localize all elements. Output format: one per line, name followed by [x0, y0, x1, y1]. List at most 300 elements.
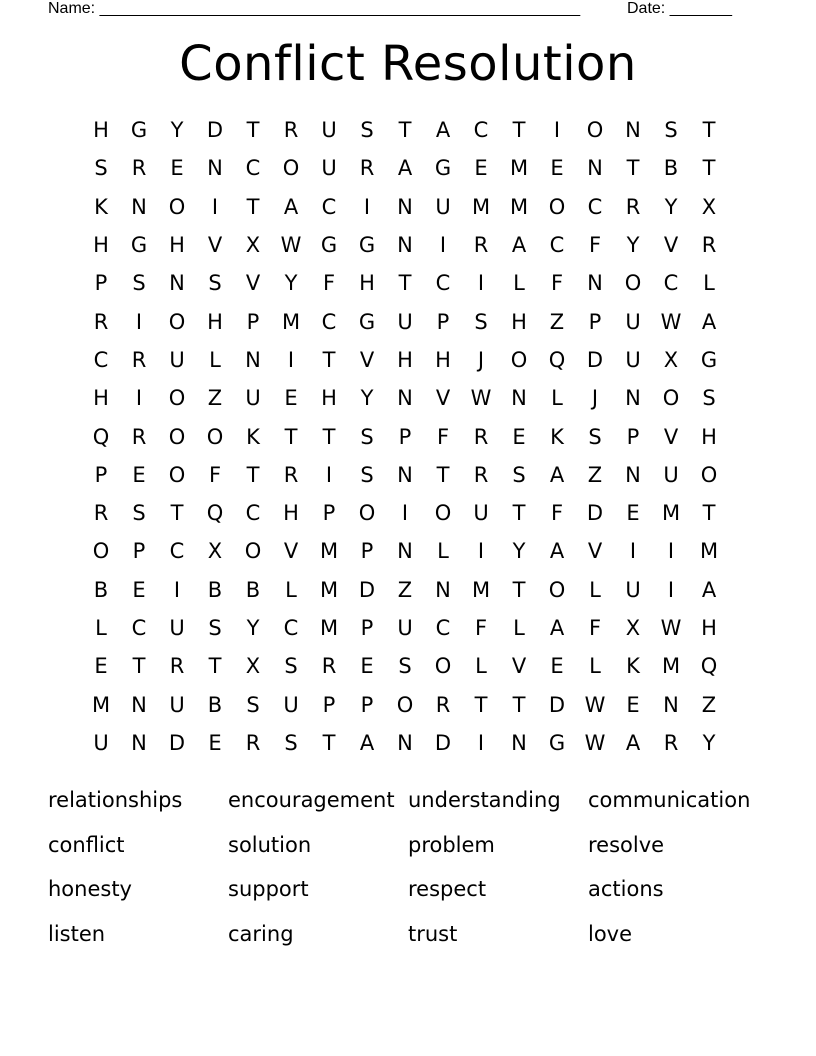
grid-letter[interactable]: C: [549, 233, 565, 258]
grid-letter[interactable]: L: [437, 539, 449, 564]
grid-letter[interactable]: L: [589, 654, 601, 679]
grid-letter[interactable]: C: [321, 309, 337, 334]
grid-letter[interactable]: M: [471, 577, 491, 602]
grid-row: [82, 724, 728, 762]
grid-letter[interactable]: S: [246, 692, 260, 717]
grid-letter[interactable]: Q: [548, 347, 566, 372]
grid-letter[interactable]: R: [283, 118, 299, 143]
grid-letter[interactable]: A: [283, 194, 299, 219]
grid-letter[interactable]: B: [207, 692, 223, 717]
grid-letter[interactable]: J: [477, 347, 485, 372]
grid-letter[interactable]: R: [625, 194, 641, 219]
grid-letter[interactable]: U: [625, 577, 641, 602]
word-bank-item: honesty: [48, 877, 132, 902]
grid-letter[interactable]: U: [473, 501, 489, 526]
grid-letter[interactable]: H: [169, 233, 185, 258]
grid-letter[interactable]: E: [626, 692, 640, 717]
grid-letter[interactable]: K: [626, 654, 640, 679]
grid-letter[interactable]: D: [168, 730, 186, 755]
grid-letter[interactable]: D: [586, 501, 604, 526]
grid-letter[interactable]: H: [321, 386, 337, 411]
grid-letter[interactable]: B: [663, 156, 679, 181]
grid-letter[interactable]: T: [474, 692, 488, 717]
grid-letter[interactable]: G: [548, 730, 566, 755]
grid-letter[interactable]: G: [358, 309, 376, 334]
grid-letter[interactable]: I: [667, 577, 675, 602]
grid-letter[interactable]: I: [135, 386, 143, 411]
grid-letter[interactable]: W: [280, 233, 302, 258]
grid-letter[interactable]: R: [131, 424, 147, 449]
grid-letter[interactable]: I: [363, 194, 371, 219]
grid-letter[interactable]: T: [170, 501, 184, 526]
grid-letter[interactable]: P: [626, 424, 640, 449]
word-bank-item: encouragement: [228, 788, 395, 813]
grid-letter[interactable]: T: [132, 654, 146, 679]
grid-letter[interactable]: M: [661, 501, 681, 526]
grid-letter[interactable]: V: [245, 271, 261, 296]
grid-letter[interactable]: H: [359, 271, 375, 296]
grid-letter[interactable]: P: [322, 501, 336, 526]
grid-letter[interactable]: N: [397, 730, 413, 755]
grid-letter[interactable]: T: [702, 156, 716, 181]
grid-letter[interactable]: M: [281, 309, 301, 334]
grid-letter[interactable]: R: [93, 309, 109, 334]
grid-letter[interactable]: I: [135, 309, 143, 334]
grid-letter[interactable]: Y: [360, 386, 374, 411]
grid-letter[interactable]: C: [131, 616, 147, 640]
grid-letter[interactable]: T: [512, 577, 526, 602]
grid-letter[interactable]: T: [246, 118, 260, 143]
grid-letter[interactable]: V: [663, 424, 679, 449]
grid-letter[interactable]: D: [548, 692, 566, 717]
grid-letter[interactable]: N: [397, 539, 413, 564]
grid-letter[interactable]: H: [435, 347, 451, 372]
grid-letter[interactable]: P: [132, 539, 146, 564]
grid-letter[interactable]: D: [586, 347, 604, 372]
grid-letter[interactable]: X: [625, 616, 641, 640]
grid-letter[interactable]: E: [512, 424, 526, 449]
grid-letter[interactable]: V: [359, 347, 375, 372]
grid-letter[interactable]: F: [322, 271, 336, 296]
grid-letter[interactable]: H: [397, 347, 413, 372]
grid-letter[interactable]: M: [319, 616, 339, 640]
grid-letter[interactable]: S: [360, 424, 374, 449]
grid-letter[interactable]: C: [321, 194, 337, 219]
grid-letter[interactable]: N: [511, 386, 527, 411]
grid-letter[interactable]: C: [245, 156, 261, 181]
grid-letter[interactable]: O: [434, 654, 452, 679]
grid-letter[interactable]: Q: [92, 424, 110, 449]
grid-letter[interactable]: M: [319, 539, 339, 564]
grid-letter[interactable]: E: [550, 654, 564, 679]
grid-letter[interactable]: H: [701, 424, 717, 449]
grid-letter[interactable]: O: [168, 309, 186, 334]
grid-letter[interactable]: M: [471, 194, 491, 219]
grid-letter[interactable]: O: [168, 386, 186, 411]
grid-letter[interactable]: P: [246, 309, 260, 334]
grid-letter[interactable]: Y: [626, 233, 640, 258]
grid-letter[interactable]: L: [703, 271, 715, 296]
grid-letter[interactable]: S: [284, 654, 298, 679]
grid-letter[interactable]: A: [435, 118, 451, 143]
grid-letter[interactable]: E: [132, 462, 146, 487]
grid-letter[interactable]: R: [473, 424, 489, 449]
grid-letter[interactable]: T: [398, 271, 412, 296]
grid-letter[interactable]: K: [550, 424, 564, 449]
grid-letter[interactable]: E: [360, 654, 374, 679]
grid-letter[interactable]: T: [512, 501, 526, 526]
grid-letter[interactable]: O: [168, 424, 186, 449]
grid-letter[interactable]: R: [93, 501, 109, 526]
grid-letter[interactable]: T: [512, 692, 526, 717]
grid-letter[interactable]: C: [245, 501, 261, 526]
grid-letter[interactable]: Z: [549, 309, 565, 334]
grid-letter[interactable]: U: [321, 156, 337, 181]
grid-letter[interactable]: T: [322, 347, 336, 372]
grid-letter[interactable]: P: [436, 309, 450, 334]
grid-letter[interactable]: C: [169, 539, 185, 564]
grid-letter[interactable]: O: [206, 424, 224, 449]
grid-letter[interactable]: T: [702, 118, 716, 143]
grid-letter[interactable]: Q: [700, 654, 718, 679]
grid-letter[interactable]: P: [398, 424, 412, 449]
grid-letter[interactable]: T: [246, 462, 260, 487]
grid-letter[interactable]: E: [208, 730, 222, 755]
grid-letter[interactable]: S: [208, 271, 222, 296]
name-field-label[interactable]: Name: ______________________________________________________: [48, 0, 581, 17]
grid-letter[interactable]: Z: [587, 462, 603, 487]
grid-letter[interactable]: K: [94, 194, 108, 219]
grid-letter[interactable]: U: [397, 309, 413, 334]
grid-letter[interactable]: I: [173, 577, 181, 602]
grid-row: [82, 456, 728, 494]
grid-letter[interactable]: O: [434, 501, 452, 526]
grid-letter[interactable]: O: [548, 194, 566, 219]
grid-letter[interactable]: S: [474, 309, 488, 334]
grid-letter[interactable]: I: [211, 194, 219, 219]
grid-letter[interactable]: F: [474, 616, 488, 640]
grid-letter[interactable]: U: [321, 118, 337, 143]
date-field-label[interactable]: Date: _______: [627, 0, 732, 17]
grid-letter[interactable]: V: [207, 233, 223, 258]
grid-letter[interactable]: H: [283, 501, 299, 526]
grid-letter[interactable]: N: [131, 730, 147, 755]
grid-letter[interactable]: R: [663, 730, 679, 755]
grid-letter[interactable]: M: [509, 156, 529, 181]
grid-letter[interactable]: G: [130, 233, 148, 258]
grid-letter[interactable]: P: [360, 539, 374, 564]
grid-letter[interactable]: I: [553, 118, 561, 143]
grid-letter[interactable]: Q: [206, 501, 224, 526]
grid-letter[interactable]: R: [131, 156, 147, 181]
grid-letter[interactable]: T: [208, 654, 222, 679]
grid-letter[interactable]: E: [94, 654, 108, 679]
grid-letter[interactable]: S: [360, 118, 374, 143]
grid-letter[interactable]: H: [93, 386, 109, 411]
grid-letter[interactable]: A: [549, 462, 565, 487]
grid-letter[interactable]: U: [169, 692, 185, 717]
grid-letter[interactable]: G: [434, 156, 452, 181]
grid-letter[interactable]: N: [397, 462, 413, 487]
grid-letter[interactable]: A: [549, 539, 565, 564]
grid-letter[interactable]: I: [477, 271, 485, 296]
grid-letter[interactable]: N: [397, 386, 413, 411]
grid-letter[interactable]: N: [131, 692, 147, 717]
grid-letter[interactable]: I: [325, 462, 333, 487]
grid-letter[interactable]: W: [584, 692, 606, 717]
grid-letter[interactable]: O: [168, 462, 186, 487]
grid-letter[interactable]: E: [284, 386, 298, 411]
grid-letter[interactable]: P: [94, 271, 108, 296]
grid-letter[interactable]: T: [512, 118, 526, 143]
grid-letter[interactable]: V: [435, 386, 451, 411]
grid-letter[interactable]: V: [587, 539, 603, 564]
grid-letter[interactable]: R: [359, 156, 375, 181]
grid-letter[interactable]: T: [702, 501, 716, 526]
grid-letter[interactable]: I: [477, 730, 485, 755]
grid-letter[interactable]: L: [209, 347, 221, 372]
grid-letter[interactable]: S: [664, 118, 678, 143]
grid-letter[interactable]: Y: [664, 194, 678, 219]
grid-letter[interactable]: T: [626, 156, 640, 181]
grid-letter[interactable]: H: [511, 309, 527, 334]
grid-letter[interactable]: P: [94, 462, 108, 487]
grid-letter[interactable]: S: [702, 386, 716, 411]
grid-letter[interactable]: T: [322, 424, 336, 449]
grid-letter[interactable]: I: [667, 539, 675, 564]
grid-letter[interactable]: A: [359, 730, 375, 755]
grid-letter[interactable]: Y: [170, 118, 184, 143]
grid-letter[interactable]: S: [132, 271, 146, 296]
grid-letter[interactable]: S: [588, 424, 602, 449]
grid-letter[interactable]: O: [510, 347, 528, 372]
grid-letter[interactable]: V: [511, 654, 527, 679]
grid-letter[interactable]: U: [625, 347, 641, 372]
grid-letter[interactable]: N: [625, 386, 641, 411]
grid-letter[interactable]: G: [700, 347, 718, 372]
grid-letter[interactable]: N: [207, 156, 223, 181]
grid-letter[interactable]: I: [629, 539, 637, 564]
grid-letter[interactable]: X: [663, 347, 679, 372]
grid-letter[interactable]: A: [701, 309, 717, 334]
grid-letter[interactable]: O: [700, 462, 718, 487]
grid-letter[interactable]: U: [283, 692, 299, 717]
grid-letter[interactable]: A: [511, 233, 527, 258]
grid-letter[interactable]: Y: [702, 730, 716, 755]
grid-letter[interactable]: C: [93, 347, 109, 372]
grid-row: [82, 111, 728, 149]
grid-letter[interactable]: U: [397, 616, 413, 640]
grid-letter[interactable]: L: [551, 386, 563, 411]
grid-letter[interactable]: A: [549, 616, 565, 640]
grid-row: [82, 609, 728, 647]
grid-letter[interactable]: T: [436, 462, 450, 487]
grid-letter[interactable]: U: [169, 347, 185, 372]
word-bank-item: love: [588, 921, 633, 946]
grid-letter[interactable]: D: [358, 577, 376, 602]
grid-letter[interactable]: C: [435, 271, 451, 296]
grid-letter[interactable]: D: [434, 730, 452, 755]
grid-letter[interactable]: I: [287, 347, 295, 372]
grid-letter[interactable]: S: [132, 501, 146, 526]
grid-letter[interactable]: S: [512, 462, 526, 487]
grid-letter[interactable]: F: [588, 233, 602, 258]
grid-letter[interactable]: E: [550, 156, 564, 181]
grid-row: [82, 264, 728, 302]
grid-letter[interactable]: X: [207, 539, 223, 564]
grid-letter[interactable]: N: [587, 271, 603, 296]
grid-letter[interactable]: E: [132, 577, 146, 602]
grid-letter[interactable]: I: [477, 539, 485, 564]
grid-letter[interactable]: N: [587, 156, 603, 181]
grid-letter[interactable]: R: [473, 233, 489, 258]
grid-letter[interactable]: S: [398, 654, 412, 679]
grid-letter[interactable]: O: [548, 577, 566, 602]
grid-letter[interactable]: M: [91, 692, 111, 717]
grid-letter[interactable]: R: [435, 692, 451, 717]
grid-letter[interactable]: O: [662, 386, 680, 411]
grid-letter[interactable]: N: [511, 730, 527, 755]
grid-letter[interactable]: G: [358, 233, 376, 258]
grid-letter[interactable]: W: [584, 730, 606, 755]
grid-letter[interactable]: H: [701, 616, 717, 640]
grid-letter[interactable]: S: [360, 462, 374, 487]
grid-letter[interactable]: J: [591, 386, 599, 411]
grid-letter[interactable]: R: [321, 654, 337, 679]
grid-letter[interactable]: Y: [246, 616, 260, 640]
grid-letter[interactable]: A: [701, 577, 717, 602]
grid-letter[interactable]: O: [244, 539, 262, 564]
grid-letter[interactable]: S: [208, 616, 222, 640]
grid-letter[interactable]: I: [439, 233, 447, 258]
grid-letter[interactable]: N: [131, 194, 147, 219]
grid-letter[interactable]: R: [169, 654, 185, 679]
grid-letter[interactable]: O: [92, 539, 110, 564]
grid-letter[interactable]: V: [283, 539, 299, 564]
grid-letter[interactable]: S: [94, 156, 108, 181]
grid-letter[interactable]: U: [169, 616, 185, 640]
grid-letter[interactable]: T: [322, 730, 336, 755]
grid-letter[interactable]: B: [207, 577, 223, 602]
grid-letter[interactable]: X: [701, 194, 717, 219]
grid-letter[interactable]: F: [550, 271, 564, 296]
grid-letter[interactable]: E: [474, 156, 488, 181]
grid-letter[interactable]: N: [625, 462, 641, 487]
grid-letter[interactable]: B: [93, 577, 109, 602]
grid-letter[interactable]: T: [284, 424, 298, 449]
grid-letter[interactable]: O: [168, 194, 186, 219]
grid-letter[interactable]: C: [435, 616, 451, 640]
grid-letter[interactable]: O: [282, 156, 300, 181]
grid-letter[interactable]: Y: [284, 271, 298, 296]
grid-letter[interactable]: N: [625, 118, 641, 143]
grid-letter[interactable]: N: [169, 271, 185, 296]
grid-letter[interactable]: Z: [207, 386, 223, 411]
grid-letter[interactable]: W: [660, 309, 682, 334]
grid-letter[interactable]: L: [475, 654, 487, 679]
grid-letter[interactable]: M: [319, 577, 339, 602]
grid-letter[interactable]: X: [245, 654, 261, 679]
grid-letter[interactable]: M: [699, 539, 719, 564]
grid-letter[interactable]: O: [586, 118, 604, 143]
grid-letter[interactable]: R: [131, 347, 147, 372]
grid-letter[interactable]: O: [624, 271, 642, 296]
grid-letter[interactable]: X: [245, 233, 261, 258]
grid-letter[interactable]: T: [246, 194, 260, 219]
grid-letter[interactable]: P: [322, 692, 336, 717]
grid-letter[interactable]: L: [95, 616, 107, 640]
grid-letter[interactable]: W: [660, 616, 682, 640]
grid-letter[interactable]: L: [513, 271, 525, 296]
grid-letter[interactable]: D: [206, 118, 224, 143]
word-bank-row: [48, 867, 768, 912]
grid-letter[interactable]: C: [283, 616, 299, 640]
grid-letter[interactable]: Y: [512, 539, 526, 564]
grid-letter[interactable]: R: [473, 462, 489, 487]
grid-letter[interactable]: N: [435, 577, 451, 602]
grid-letter[interactable]: R: [701, 233, 717, 258]
grid-letter[interactable]: H: [93, 118, 109, 143]
grid-letter[interactable]: K: [246, 424, 260, 449]
grid-letter[interactable]: P: [360, 616, 374, 640]
grid-letter[interactable]: C: [587, 194, 603, 219]
grid-letter[interactable]: A: [625, 730, 641, 755]
grid-letter[interactable]: A: [397, 156, 413, 181]
grid-letter[interactable]: R: [245, 730, 261, 755]
grid-letter[interactable]: Z: [701, 692, 717, 717]
grid-letter[interactable]: P: [360, 692, 374, 717]
grid-letter[interactable]: N: [663, 692, 679, 717]
grid-letter[interactable]: F: [550, 501, 564, 526]
grid-letter[interactable]: U: [663, 462, 679, 487]
grid-letter[interactable]: Z: [397, 577, 413, 602]
grid-letter[interactable]: S: [284, 730, 298, 755]
grid-letter[interactable]: C: [663, 271, 679, 296]
grid-letter[interactable]: R: [283, 462, 299, 487]
grid-letter[interactable]: P: [588, 309, 602, 334]
grid-letter[interactable]: N: [397, 233, 413, 258]
grid-letter[interactable]: U: [435, 194, 451, 219]
grid-letter[interactable]: H: [207, 309, 223, 334]
grid-letter[interactable]: O: [396, 692, 414, 717]
grid-letter[interactable]: L: [285, 577, 297, 602]
grid-letter[interactable]: F: [436, 424, 450, 449]
grid-letter[interactable]: I: [401, 501, 409, 526]
grid-letter[interactable]: C: [473, 118, 489, 143]
grid-letter[interactable]: L: [589, 577, 601, 602]
grid-letter[interactable]: T: [398, 118, 412, 143]
grid-letter[interactable]: U: [625, 309, 641, 334]
grid-letter[interactable]: M: [509, 194, 529, 219]
grid-letter[interactable]: G: [130, 118, 148, 143]
grid-letter[interactable]: N: [397, 194, 413, 219]
grid-letter[interactable]: M: [661, 654, 681, 679]
grid-letter[interactable]: U: [245, 386, 261, 411]
grid-letter[interactable]: F: [208, 462, 222, 487]
grid-letter[interactable]: B: [245, 577, 261, 602]
grid-letter[interactable]: W: [470, 386, 492, 411]
grid-letter[interactable]: O: [358, 501, 376, 526]
grid-letter[interactable]: U: [93, 730, 109, 755]
grid-letter[interactable]: G: [320, 233, 338, 258]
grid-letter[interactable]: L: [513, 616, 525, 640]
grid-letter[interactable]: E: [626, 501, 640, 526]
grid-letter[interactable]: F: [588, 616, 602, 640]
grid-letter[interactable]: N: [245, 347, 261, 372]
grid-letter[interactable]: E: [170, 156, 184, 181]
grid-letter[interactable]: H: [93, 233, 109, 258]
grid-letter[interactable]: V: [663, 233, 679, 258]
